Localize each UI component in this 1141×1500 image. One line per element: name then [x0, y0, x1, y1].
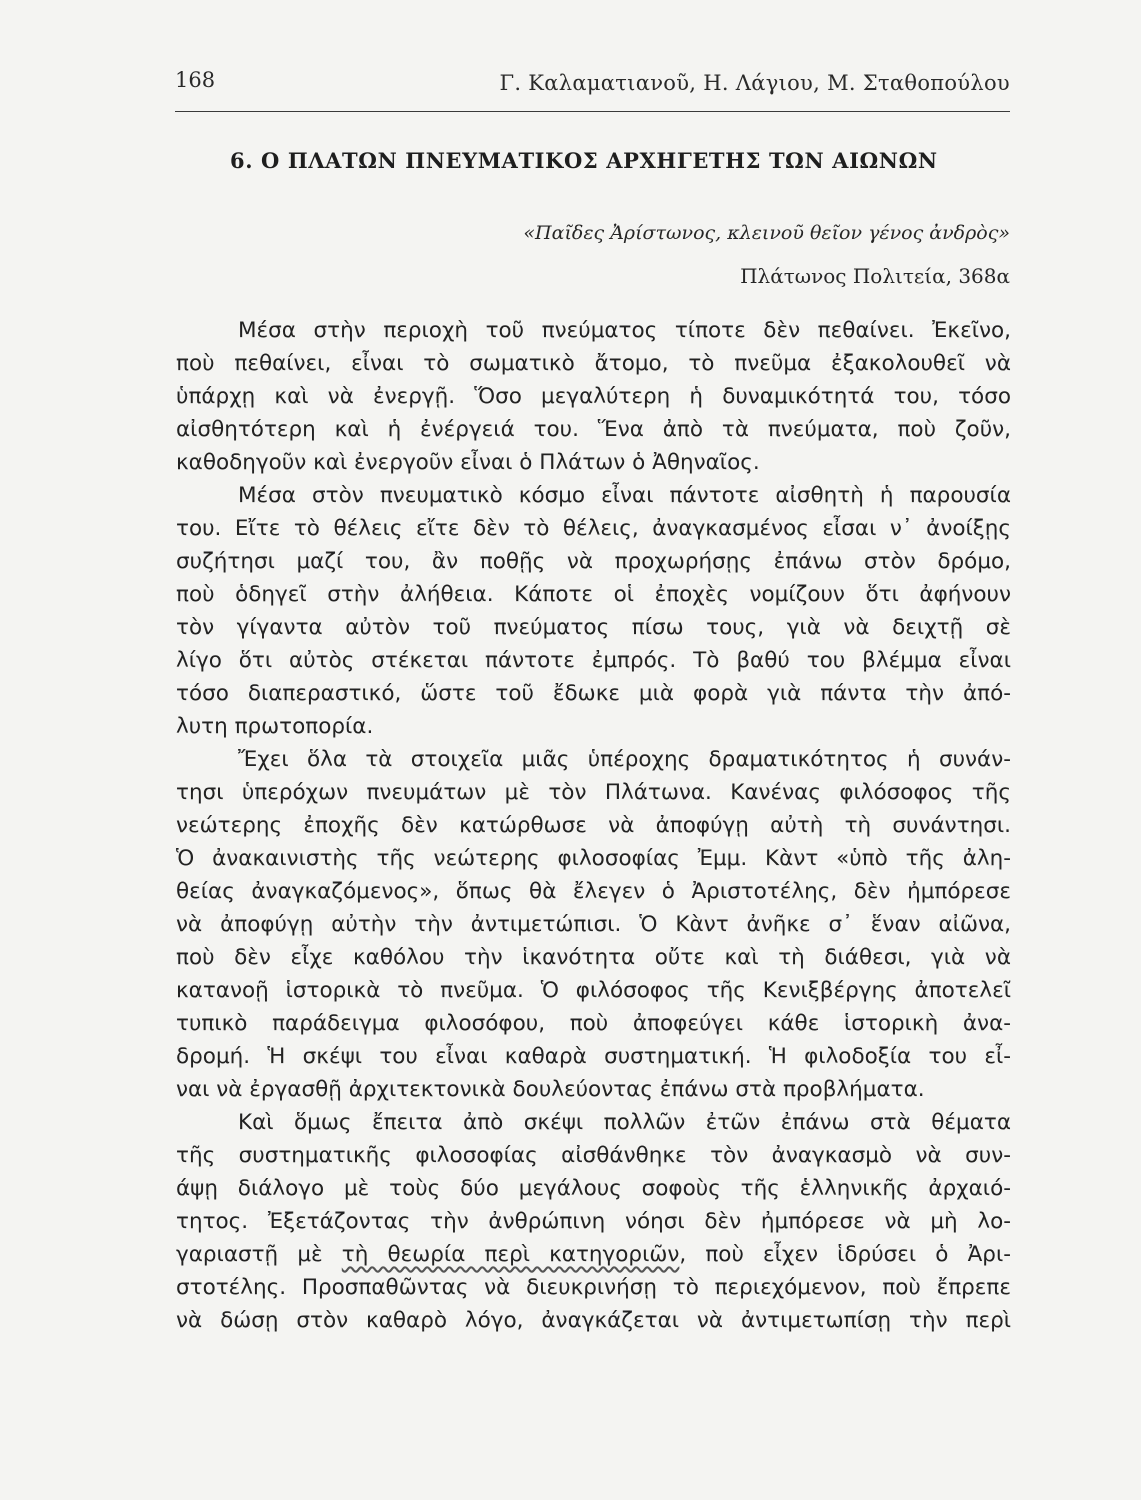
- text-line: άψῃ διάλογο μὲ τοὺς δύο μεγάλους σοφοὺς τῆς ἑλληνικῆς ἀρχαιό-: [176, 1176, 1011, 1201]
- text-line: στοτέλης. Προσπαθῶντας νὰ διευκρινήσῃ τὸ περιεχόμενον, ποὺ ἔπρεπε: [176, 1275, 1011, 1300]
- header-rule: [175, 111, 1010, 112]
- text-line: ναι νὰ ἐργασθῇ ἀρχιτεκτονικὰ δουλεύοντας ἐπάνω στὰ προβλήματα.: [176, 1077, 925, 1102]
- underline-before: γαριαστῇ μὲ: [176, 1242, 342, 1267]
- text-line: τὸν γίγαντα αὐτὸν τοῦ πνεύματος πίσω τους, γιὰ νὰ δειχτῇ σὲ: [176, 615, 1011, 640]
- text-line: αἰσθητότερη καὶ ἡ ἐνέργειά του. Ἕνα ἀπὸ τὰ πνεύματα, ποὺ ζοῦν,: [176, 417, 1011, 442]
- text-line: θείας ἀναγκαζόμενος», ὅπως θὰ ἔλεγεν ὁ Ἀριστοτέλης, δὲν ἠμπόρεσε: [176, 879, 1011, 904]
- epigraph-quote: «Παῖδες Ἀρίστωνος, κλεινοῦ θεῖον γένος ἀνδρὸς»: [523, 222, 1010, 244]
- underlined-phrase: τὴ θεωρία περὶ κατηγοριῶν: [341, 1242, 680, 1267]
- text-line: νὰ δώσῃ στὸν καθαρὸ λόγο, ἀναγκάζεται νὰ ἀντιμετωπίσῃ τὴν περὶ: [176, 1308, 1011, 1333]
- text-line: λίγο ὅτι αὐτὸς στέκεται πάντοτε ἐμπρός. Τὸ βαθύ του βλέμμα εἶναι: [176, 648, 1011, 673]
- text-line: τόσο διαπεραστικό, ὥστε τοῦ ἔδωκε μιὰ φορὰ γιὰ πάντα τὴν ἀπό-: [176, 681, 1011, 706]
- chapter-title: 6. Ο ΠΛΑΤΩΝ ΠΝΕΥΜΑΤΙΚΟΣ ΑΡΧΗΓΕΤΗΣ ΤΩΝ ΑΙΩΝΩΝ: [230, 148, 938, 173]
- paragraph: [176, 1106, 1011, 1337]
- text-line: ὑπάρχῃ καὶ νὰ ἐνεργῇ. Ὅσο μεγαλύτερη ἡ δυναμικότητά του, τόσο: [176, 384, 1011, 409]
- text-line: κατανοῇ ἱστορικὰ τὸ πνεῦμα. Ὁ φιλόσοφος τῆς Κενιξβέργης ἀποτελεῖ: [176, 978, 1011, 1003]
- text-line: συζήτησι μαζί του, ἂν ποθῇς νὰ προχωρήσῃς ἐπάνω στὸν δρόμο,: [176, 549, 1011, 574]
- text-line: ποὺ πεθαίνει, εἶναι τὸ σωματικὸ ἄτομο, τὸ πνεῦμα ἐξακολουθεῖ νὰ: [176, 351, 1011, 376]
- text-line: Μέσα στὸν πνευματικὸ κόσμο εἶναι πάντοτε αἰσθητὴ ἡ παρουσία: [238, 483, 1011, 508]
- text-line: τυπικὸ παράδειγμα φιλοσόφου, ποὺ ἀποφεύγει κάθε ἱστορικὴ ἀνα-: [176, 1011, 1011, 1036]
- text-line: λυτη πρωτοπορία.: [176, 714, 374, 739]
- paragraph: [176, 743, 1011, 1106]
- running-title-authors: Γ. Καλαματιανοῦ, Η. Λάγιου, Μ. Σταθοπούλου: [499, 71, 1010, 95]
- text-line: νεώτερης ἐποχῆς δὲν κατώρθωσε νὰ ἀποφύγῃ αὐτὴ τὴ συνάντησι.: [176, 813, 1011, 838]
- text-line: Καὶ ὅμως ἔπειτα ἀπὸ σκέψι πολλῶν ἐτῶν ἐπάνω στὰ θέματα: [238, 1110, 1011, 1135]
- running-head: [175, 68, 1010, 104]
- text-line: Ὁ ἀνακαινιστὴς τῆς νεώτερης φιλοσοφίας Ἐμμ. Κὰντ «ὑπὸ τῆς ἀλη-: [176, 846, 1011, 871]
- text-line: Ἔχει ὅλα τὰ στοιχεῖα μιᾶς ὑπέροχης δραματικότητος ἡ συνάν-: [238, 747, 1011, 772]
- epigraph-source: Πλάτωνος Πολιτεία, 368α: [740, 264, 1010, 288]
- text-line: καθοδηγοῦν καὶ ἐνεργοῦν εἶναι ὁ Πλάτων ὁ Ἀθηναῖος.: [176, 450, 760, 475]
- text-line: του. Εἴτε τὸ θέλεις εἴτε δὲν τὸ θέλεις, ἀναγκασμένος εἶσαι ν᾽ ἀνοίξῃς: [176, 516, 1011, 541]
- text-line: τησι ὑπερόχων πνευμάτων μὲ τὸν Πλάτωνα. Κανένας φιλόσοφος τῆς: [176, 780, 1011, 805]
- underline-after: , ποὺ εἶχεν ἱδρύσει ὁ Ἀρι-: [679, 1242, 1011, 1267]
- body-text: [176, 314, 1011, 1337]
- text-line: ποὺ δὲν εἶχε καθόλου τὴν ἱκανότητα οὔτε καὶ τὴ διάθεσι, γιὰ νὰ: [176, 945, 1011, 970]
- paragraph: [176, 479, 1011, 743]
- text-line: τητος. Ἐξετάζοντας τὴν ἀνθρώπινη νόησι δὲν ἠμπόρεσε νὰ μὴ λο-: [176, 1209, 1011, 1234]
- page-number: 168: [175, 68, 216, 92]
- text-line: νὰ ἀποφύγῃ αὐτὴν τὴν ἀντιμετώπισι. Ὁ Κὰντ ἀνῆκε σ᾽ ἕναν αἰῶνα,: [176, 912, 1011, 937]
- text-line: ποὺ ὁδηγεῖ στὴν ἀλήθεια. Κάποτε οἱ ἐποχὲς νομίζουν ὅτι ἀφήνουν: [176, 582, 1011, 607]
- text-line-with-underline: [176, 1238, 1011, 1271]
- text-line: Μέσα στὴν περιοχὴ τοῦ πνεύματος τίποτε δὲν πεθαίνει. Ἐκεῖνο,: [238, 318, 1011, 343]
- text-line: δρομή. Ἡ σκέψι του εἶναι καθαρὰ συστηματική. Ἡ φιλοδοξία του εἶ-: [176, 1044, 1011, 1069]
- text-line: τῆς συστηματικῆς φιλοσοφίας αἰσθάνθηκε τὸν ἀναγκασμὸ νὰ συν-: [176, 1143, 1011, 1168]
- paragraph: [176, 314, 1011, 479]
